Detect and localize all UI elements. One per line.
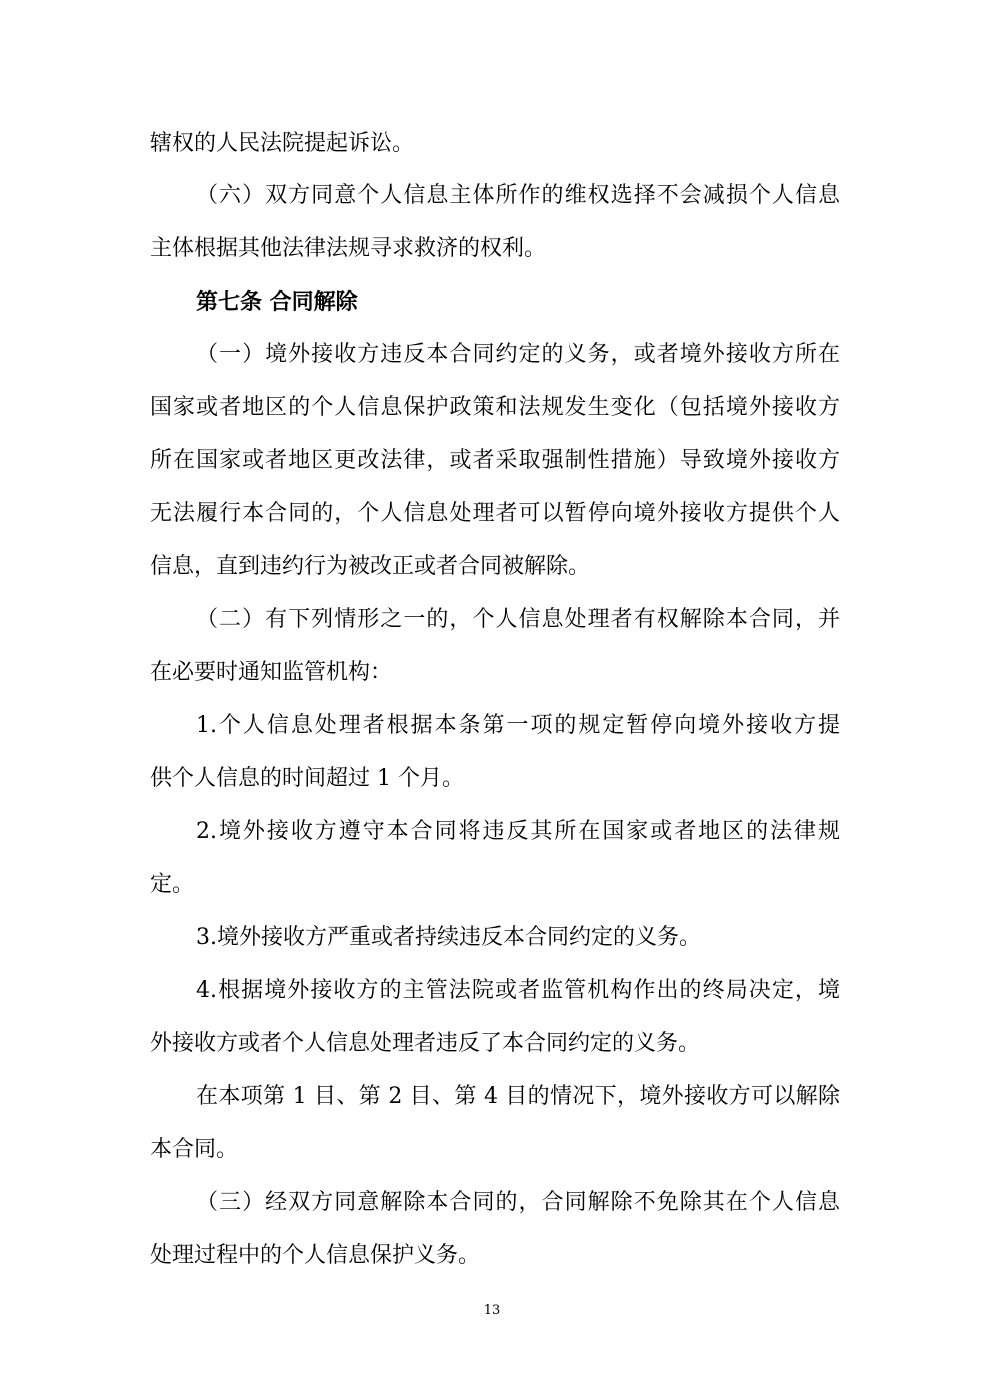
sub-item-1-line-1: 1.个人信息处理者根据本条第一项的规定暂停向境外接收方提 xyxy=(196,713,840,738)
clause-6-line-2: 主体根据其他法律法规寻求救济的权利。 xyxy=(150,236,547,261)
sub-item-2-line-2: 定。 xyxy=(150,872,195,897)
item-3-line-2: 处理过程中的个人信息保护义务。 xyxy=(150,1243,481,1268)
sub-item-2-line-1: 2.境外接收方遵守本合同将违反其所在国家或者地区的法律规 xyxy=(196,819,840,844)
item-3-line-1: （三）经双方同意解除本合同的，合同解除不免除其在个人信息 xyxy=(196,1190,840,1215)
item-2-line-1: （二）有下列情形之一的，个人信息处理者有权解除本合同，并 xyxy=(196,607,840,632)
termination-note-line-1: 在本项第 1 目、第 2 目、第 4 目的情况下，境外接收方可以解除 xyxy=(196,1084,840,1109)
sub-item-4-line-2: 外接收方或者个人信息处理者违反了本合同约定的义务。 xyxy=(150,1031,701,1056)
text-line-1: 辖权的人民法院提起诉讼。 xyxy=(150,131,415,156)
sub-item-4-line-1: 4.根据境外接收方的主管法院或者监管机构作出的终局决定，境 xyxy=(196,978,840,1003)
sub-item-3: 3.境外接收方严重或者持续违反本合同约定的义务。 xyxy=(196,925,701,950)
article-7-heading: 第七条 合同解除 xyxy=(196,289,358,315)
item-2-line-2: 在必要时通知监管机构： xyxy=(150,660,393,685)
item-1-line-4: 无法履行本合同的，个人信息处理者可以暂停向境外接收方提供个人 xyxy=(150,501,840,526)
termination-note-line-2: 本合同。 xyxy=(150,1137,239,1162)
page-number: 13 xyxy=(483,1303,501,1318)
item-1-line-3: 所在国家或者地区更改法律，或者采取强制性措施）导致境外接收方 xyxy=(150,448,840,473)
clause-6-line-1: （六）双方同意个人信息主体所作的维权选择不会减损个人信息 xyxy=(196,183,840,208)
item-1-line-5: 信息，直到违约行为被改正或者合同被解除。 xyxy=(150,554,591,579)
item-1-line-2: 国家或者地区的个人信息保护政策和法规发生变化（包括境外接收方 xyxy=(150,395,840,420)
item-1-line-1: （一）境外接收方违反本合同约定的义务，或者境外接收方所在 xyxy=(196,342,840,367)
sub-item-1-line-2: 供个人信息的时间超过 1 个月。 xyxy=(150,766,464,791)
